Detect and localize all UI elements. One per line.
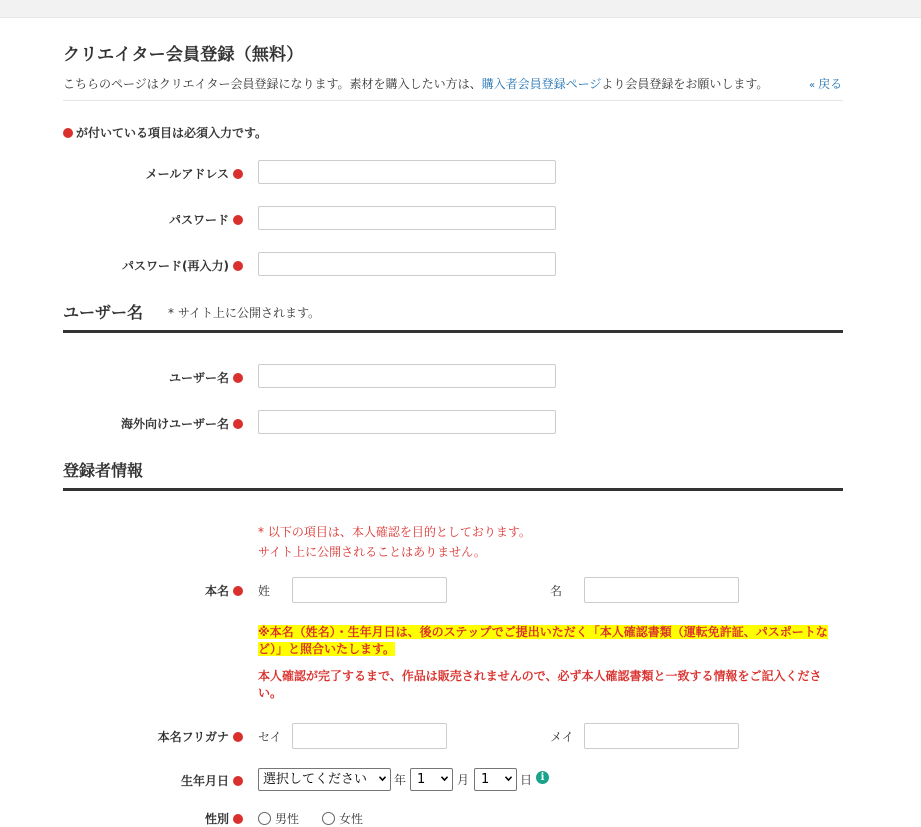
first-name-kana-label: メイ: [550, 730, 574, 744]
birthdate-label-text: 生年月日: [180, 774, 229, 788]
real-name-label-text: 本名: [204, 584, 229, 598]
buyer-registration-link[interactable]: 購入者会員登録ページ: [481, 77, 602, 91]
last-name-label: 姓: [258, 584, 271, 598]
chevron-down-icon: [505, 775, 512, 782]
last-name-field[interactable]: [292, 577, 447, 603]
top-bar: [0, 0, 921, 18]
password-label-text: パスワード: [168, 213, 229, 227]
required-dot-icon: [233, 776, 243, 786]
required-note: [63, 124, 267, 141]
year-unit: 年: [394, 773, 407, 787]
day-unit: 日: [520, 773, 533, 787]
last-name-kana-label: セイ: [258, 730, 282, 744]
overseas-username-label-text: 海外向けユーザー名: [120, 417, 229, 431]
section-divider: [63, 330, 843, 333]
gender-option-female[interactable]: [322, 810, 363, 827]
chevron-down-icon: [379, 775, 386, 782]
password-confirm-field[interactable]: [258, 252, 556, 276]
username-section-title: ユーザー名: [63, 303, 144, 322]
overseas-username-label: [121, 415, 243, 432]
first-name-kana-field[interactable]: [584, 723, 739, 749]
furigana-label-text: 本名フリガナ: [157, 730, 229, 744]
gender-option-male[interactable]: [258, 810, 299, 827]
password-confirm-label-text: パスワード(再入力): [122, 259, 229, 273]
privacy-note-line2: サイト上に公開されることはありません。: [258, 545, 486, 559]
first-name-label: 名: [550, 584, 563, 598]
required-dot-icon: [233, 215, 243, 225]
gender-female-label: 女性: [339, 812, 364, 826]
password-field[interactable]: [258, 206, 556, 230]
back-label: 戻る: [818, 77, 843, 91]
required-dot-icon: [233, 586, 243, 596]
birth-year-value: 選択してください: [263, 772, 368, 787]
required-note-text: が付いている項目は必須入力です。: [76, 126, 268, 140]
last-name-kana-field[interactable]: [292, 723, 447, 749]
real-name-label: [205, 582, 243, 599]
intro-before: こちらのページはクリエイター会員登録になります。素材を購入したい方は、: [63, 77, 482, 91]
birth-day-select[interactable]: [474, 768, 517, 791]
radio-icon: [258, 812, 271, 825]
furigana-label: [158, 728, 243, 745]
radio-icon: [322, 812, 335, 825]
gender-label: [205, 810, 243, 827]
month-unit: 月: [457, 773, 470, 787]
username-label: [169, 369, 243, 386]
required-dot-icon: [233, 169, 243, 179]
email-field[interactable]: [258, 160, 556, 184]
chevron-left-icon: «: [809, 80, 816, 91]
username-field[interactable]: [258, 364, 556, 388]
password-label: [169, 211, 243, 228]
email-label: [146, 165, 243, 182]
id-verification-warning: 本人確認が完了するまで、作品は販売されませんので、必ず本人確認書類と一致する情報をご記入ください。: [258, 669, 822, 700]
password-confirm-label: [122, 257, 243, 274]
divider: [63, 100, 843, 101]
required-dot-icon: [233, 261, 243, 271]
chevron-down-icon: [441, 775, 448, 782]
gender-male-label: 男性: [275, 812, 300, 826]
email-label-text: メールアドレス: [145, 167, 229, 181]
section-divider: [63, 488, 843, 491]
id-verification-highlight: [258, 624, 843, 658]
birth-month-select[interactable]: [410, 768, 453, 791]
birth-day-value: 1: [481, 772, 490, 787]
back-link[interactable]: [809, 75, 842, 92]
birth-year-select[interactable]: [258, 768, 391, 791]
username-section-subtitle: * サイト上に公開されます。: [168, 306, 321, 320]
intro-text: [63, 75, 768, 92]
birth-month-value: 1: [417, 772, 426, 787]
required-dot-icon: [233, 732, 243, 742]
page-title: クリエイター会員登録（無料）: [63, 45, 304, 65]
info-icon[interactable]: i: [536, 771, 549, 784]
username-label-text: ユーザー名: [168, 371, 229, 385]
registrant-section-title: 登録者情報: [63, 461, 144, 480]
privacy-note-line1: * 以下の項目は、本人確認を目的としております。: [258, 525, 531, 539]
required-dot-icon: [63, 128, 73, 138]
required-dot-icon: [233, 373, 243, 383]
required-dot-icon: [233, 419, 243, 429]
overseas-username-field[interactable]: [258, 410, 556, 434]
gender-label-text: 性別: [204, 812, 229, 826]
privacy-note: [258, 522, 531, 562]
birthdate-label: [181, 772, 243, 789]
intro-after: より会員登録をお願いします。: [601, 77, 769, 91]
first-name-field[interactable]: [584, 577, 739, 603]
highlight-text: ※本名（姓名）・生年月日は、後のステップでご提出いただく「本人確認書類（運転免許証、パスポートなど）」と照合いたします。: [258, 625, 828, 656]
